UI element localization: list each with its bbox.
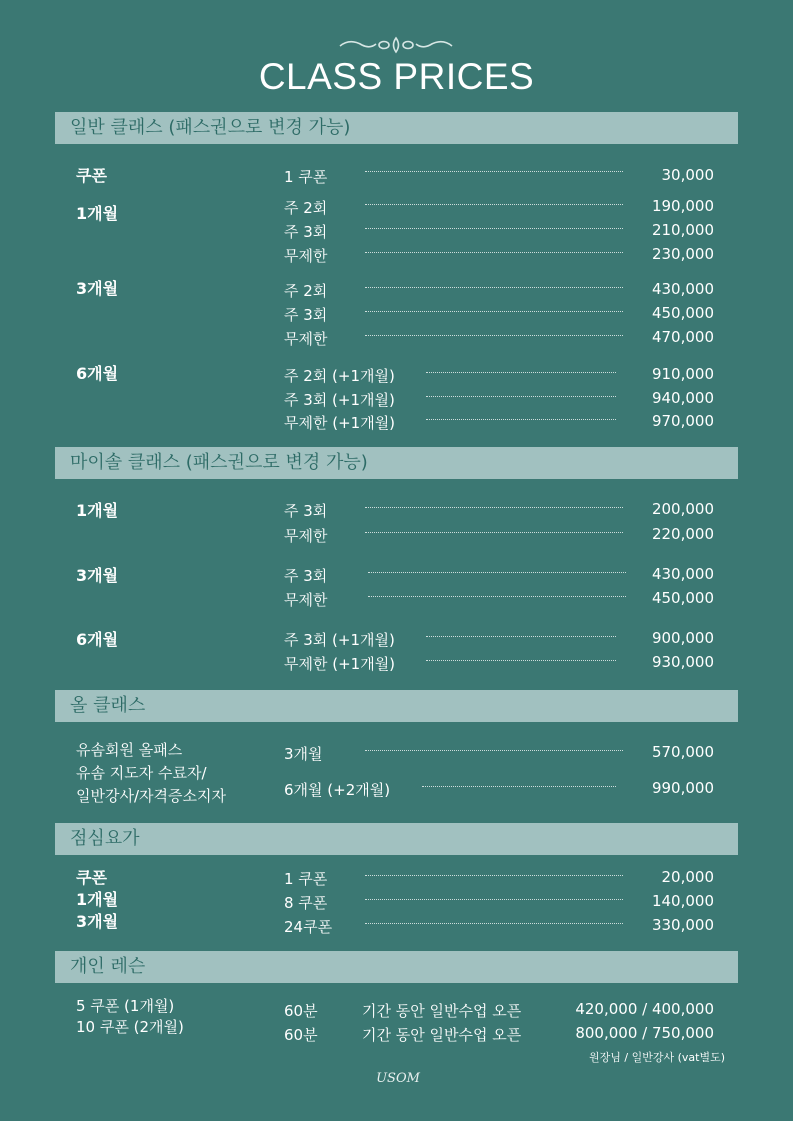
item-label: 주 3회 [284,567,328,585]
price: 30,000 [661,166,714,184]
price: 970,000 [651,412,714,430]
price: 210,000 [651,221,714,239]
dotted-leader [365,335,623,336]
vat-note: 원장님 / 일반강사 (vat별도) [589,1051,725,1064]
item-label: 주 2회 (+1개월) [284,367,395,385]
dotted-leader [365,507,623,508]
price: 140,000 [651,892,714,910]
description-label: 기간 동안 일반수업 오픈 [362,1002,522,1020]
category-10-coupon: 10 쿠폰 (2개월) [76,1018,184,1036]
price: 20,000 [661,868,714,886]
dotted-leader [426,396,616,397]
category-3-month: 3개월 [76,912,119,931]
item-label: 주 3회 (+1개월) [284,631,395,649]
duration-label: 60분 [284,1002,318,1020]
item-label: 8 쿠폰 [284,894,328,912]
price: 930,000 [651,653,714,671]
item-label: 무제한 (+1개월) [284,655,396,673]
dotted-leader [365,228,623,229]
dotted-leader [365,252,623,253]
price: 910,000 [651,365,714,383]
item-label: 24쿠폰 [284,918,333,936]
description-label: 기간 동안 일반수업 오픈 [362,1026,522,1044]
dotted-leader [426,372,616,373]
item-label: 무제한 [284,527,328,545]
price: 570,000 [651,743,714,761]
ornament-icon [336,36,456,54]
item-label: 1 쿠폰 [284,870,328,888]
category-6-month: 6개월 [76,364,119,383]
dotted-leader [426,419,616,420]
category-1-month: 1개월 [76,204,119,223]
item-label: 무제한 [284,591,328,609]
section-header-general: 일반 클래스 (패스권으로 변경 가능) [55,112,738,144]
dotted-leader [365,204,623,205]
section-header-mysol: 마이솔 클래스 (패스권으로 변경 가능) [55,447,738,479]
category-1-month: 1개월 [76,501,119,520]
section-header-private-lesson: 개인 레슨 [55,951,738,983]
section-header-lunch-yoga: 점심요가 [55,823,738,855]
item-label: 주 2회 [284,199,328,217]
category-instructor-line1: 유솜 지도자 수료자/ [76,764,207,782]
dotted-leader [365,750,623,751]
category-coupon: 쿠폰 [76,868,107,887]
dotted-leader [426,636,616,637]
price: 450,000 [651,304,714,322]
item-label: 주 3회 [284,223,328,241]
price: 190,000 [651,197,714,215]
category-coupon: 쿠폰 [76,166,107,185]
price: 900,000 [651,629,714,647]
dotted-leader [368,572,626,573]
category-3-month: 3개월 [76,566,119,585]
duration-label: 60분 [284,1026,318,1044]
dotted-leader [365,532,623,533]
price: 230,000 [651,245,714,263]
item-label: 주 2회 [284,282,328,300]
price: 990,000 [651,779,714,797]
category-1-month: 1개월 [76,890,119,909]
item-label: 1 쿠폰 [284,168,328,186]
category-5-coupon: 5 쿠폰 (1개월) [76,997,175,1015]
category-6-month: 6개월 [76,630,119,649]
dotted-leader [365,311,623,312]
price: 220,000 [651,525,714,543]
price: 430,000 [651,280,714,298]
price: 330,000 [651,916,714,934]
dotted-leader [422,786,616,787]
dotted-leader [365,287,623,288]
item-label: 무제한 (+1개월) [284,414,396,432]
category-instructor-line2: 일반강사/자격증소지자 [76,787,226,805]
brand-logo [373,1071,423,1086]
item-label: 주 3회 (+1개월) [284,391,395,409]
item-label: 무제한 [284,330,328,348]
brand-logo-text: USOM [376,1071,420,1086]
dotted-leader [365,899,623,900]
dotted-leader [365,923,623,924]
item-label: 3개월 [284,745,323,763]
dotted-leader [365,875,623,876]
category-member-allpass: 유솜회원 올패스 [76,741,183,759]
price: 940,000 [651,389,714,407]
price: 420,000 / 400,000 [575,1000,714,1018]
section-header-all-class: 올 클래스 [55,690,738,722]
price: 430,000 [651,565,714,583]
dotted-leader [426,660,616,661]
item-label: 무제한 [284,247,328,265]
price: 450,000 [651,589,714,607]
price: 470,000 [651,328,714,346]
dotted-leader [368,596,626,597]
item-label: 주 3회 [284,502,328,520]
category-3-month: 3개월 [76,279,119,298]
price: 200,000 [651,500,714,518]
item-label: 주 3회 [284,306,328,324]
price: 800,000 / 750,000 [575,1024,714,1042]
item-label: 6개월 (+2개월) [284,781,391,799]
dotted-leader [365,171,623,172]
page-title: CLASS PRICES [258,56,535,97]
